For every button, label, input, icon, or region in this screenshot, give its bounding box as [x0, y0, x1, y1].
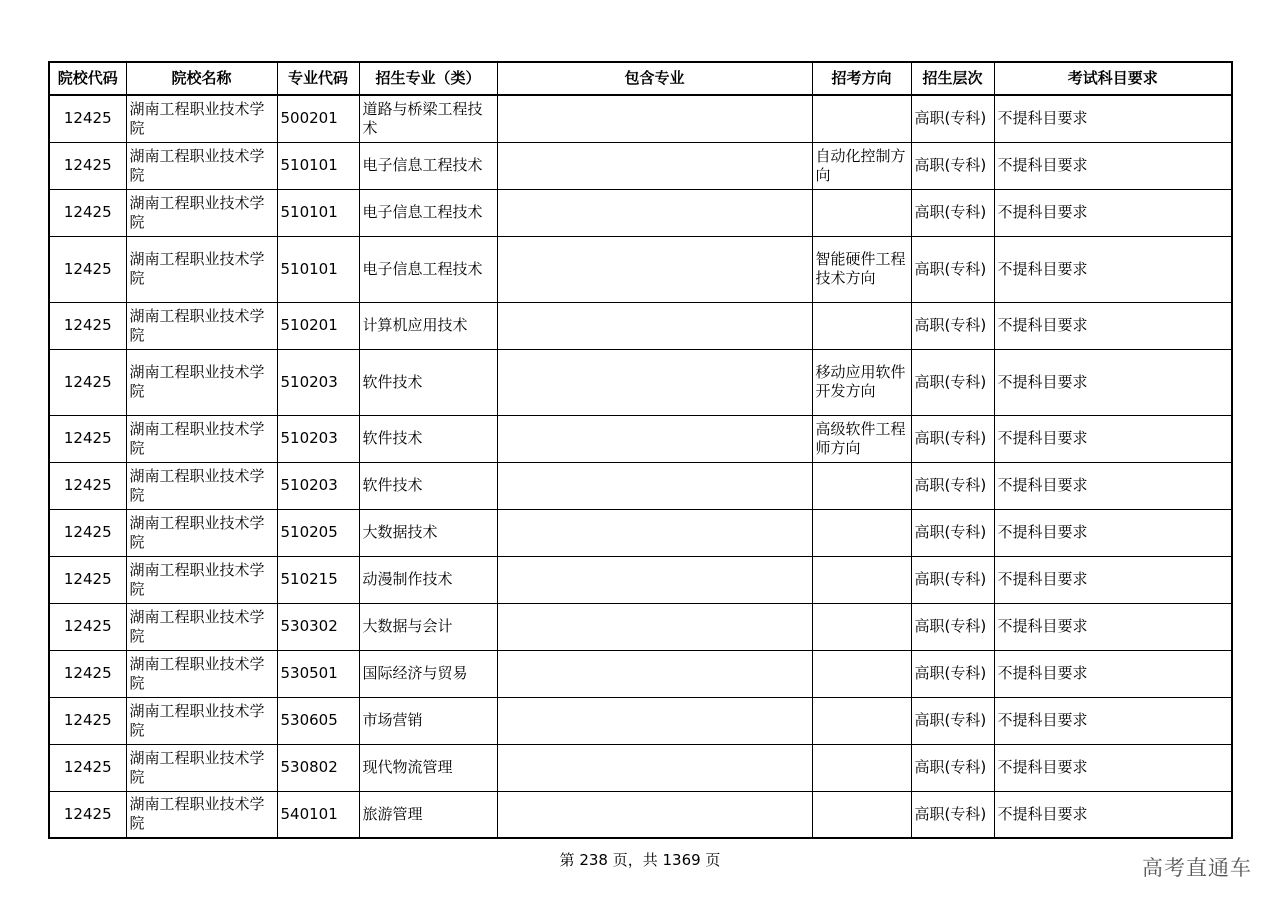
cell-direction [812, 556, 911, 603]
table-row [49, 95, 1232, 142]
table-row [49, 650, 1232, 697]
cell-school-code: 12425 [49, 189, 126, 236]
cell-school-code: 12425 [49, 349, 126, 415]
cell-school-name: 湖南工程职业技术学院 [126, 556, 277, 603]
header-level: 招生层次 [911, 62, 994, 95]
cell-major-code: 530501 [277, 650, 359, 697]
table-row [49, 236, 1232, 302]
cell-requirement: 不提科目要求 [994, 415, 1232, 462]
cell-included [497, 509, 812, 556]
cell-major-code: 510101 [277, 189, 359, 236]
cell-school-name: 湖南工程职业技术学院 [126, 603, 277, 650]
cell-requirement: 不提科目要求 [994, 556, 1232, 603]
cell-school-code: 12425 [49, 95, 126, 142]
cell-included [497, 142, 812, 189]
header-direction: 招考方向 [812, 62, 911, 95]
cell-major: 电子信息工程技术 [359, 142, 497, 189]
table-row [49, 415, 1232, 462]
cell-level: 高职(专科) [911, 349, 994, 415]
enrollment-table [48, 61, 1233, 839]
header-major: 招生专业（类） [359, 62, 497, 95]
table-row [49, 791, 1232, 838]
cell-school-name: 湖南工程职业技术学院 [126, 650, 277, 697]
cell-included [497, 744, 812, 791]
cell-major-code: 510101 [277, 142, 359, 189]
cell-included [497, 462, 812, 509]
table-row [49, 142, 1232, 189]
cell-included [497, 650, 812, 697]
cell-school-code: 12425 [49, 650, 126, 697]
cell-major-code: 510101 [277, 236, 359, 302]
cell-major: 电子信息工程技术 [359, 236, 497, 302]
cell-level: 高职(专科) [911, 603, 994, 650]
cell-school-name: 湖南工程职业技术学院 [126, 142, 277, 189]
table-body [49, 95, 1232, 838]
cell-requirement: 不提科目要求 [994, 189, 1232, 236]
cell-school-name: 湖南工程职业技术学院 [126, 462, 277, 509]
header-school-name: 院校名称 [126, 62, 277, 95]
cell-level: 高职(专科) [911, 95, 994, 142]
cell-school-name: 湖南工程职业技术学院 [126, 697, 277, 744]
cell-major-code: 530605 [277, 697, 359, 744]
cell-level: 高职(专科) [911, 697, 994, 744]
cell-direction [812, 189, 911, 236]
cell-major-code: 510215 [277, 556, 359, 603]
cell-major: 软件技术 [359, 349, 497, 415]
cell-included [497, 556, 812, 603]
page-number: 第 238 页，共 1369 页 [559, 851, 721, 869]
cell-major: 软件技术 [359, 415, 497, 462]
cell-included [497, 302, 812, 349]
cell-requirement: 不提科目要求 [994, 791, 1232, 838]
cell-direction [812, 744, 911, 791]
cell-included [497, 349, 812, 415]
cell-major-code: 510203 [277, 415, 359, 462]
cell-school-code: 12425 [49, 236, 126, 302]
cell-included [497, 603, 812, 650]
cell-included [497, 791, 812, 838]
cell-level: 高职(专科) [911, 415, 994, 462]
cell-requirement: 不提科目要求 [994, 603, 1232, 650]
cell-school-code: 12425 [49, 556, 126, 603]
cell-included [497, 95, 812, 142]
cell-direction [812, 462, 911, 509]
cell-direction [812, 791, 911, 838]
table-row [49, 302, 1232, 349]
cell-direction [812, 650, 911, 697]
cell-included [497, 697, 812, 744]
cell-level: 高职(专科) [911, 236, 994, 302]
cell-direction [812, 697, 911, 744]
cell-major: 市场营销 [359, 697, 497, 744]
cell-direction: 自动化控制方向 [812, 142, 911, 189]
cell-school-name: 湖南工程职业技术学院 [126, 509, 277, 556]
cell-requirement: 不提科目要求 [994, 744, 1232, 791]
cell-level: 高职(专科) [911, 650, 994, 697]
cell-major: 大数据技术 [359, 509, 497, 556]
cell-major-code: 510205 [277, 509, 359, 556]
cell-school-name: 湖南工程职业技术学院 [126, 189, 277, 236]
cell-school-name: 湖南工程职业技术学院 [126, 236, 277, 302]
cell-major-code: 530802 [277, 744, 359, 791]
cell-major-code: 510203 [277, 462, 359, 509]
cell-major: 现代物流管理 [359, 744, 497, 791]
cell-major: 大数据与会计 [359, 603, 497, 650]
cell-school-code: 12425 [49, 791, 126, 838]
table-row [49, 603, 1232, 650]
cell-level: 高职(专科) [911, 189, 994, 236]
cell-requirement: 不提科目要求 [994, 349, 1232, 415]
cell-major: 动漫制作技术 [359, 556, 497, 603]
cell-school-name: 湖南工程职业技术学院 [126, 415, 277, 462]
cell-school-code: 12425 [49, 415, 126, 462]
cell-included [497, 189, 812, 236]
table-row [49, 697, 1232, 744]
cell-level: 高职(专科) [911, 556, 994, 603]
cell-school-code: 12425 [49, 142, 126, 189]
cell-level: 高职(专科) [911, 142, 994, 189]
cell-requirement: 不提科目要求 [994, 95, 1232, 142]
watermark: 高考直通车 [1142, 856, 1252, 880]
cell-major: 国际经济与贸易 [359, 650, 497, 697]
cell-school-code: 12425 [49, 697, 126, 744]
cell-school-name: 湖南工程职业技术学院 [126, 95, 277, 142]
table-row [49, 556, 1232, 603]
cell-requirement: 不提科目要求 [994, 142, 1232, 189]
cell-major: 计算机应用技术 [359, 302, 497, 349]
cell-requirement: 不提科目要求 [994, 509, 1232, 556]
cell-school-code: 12425 [49, 302, 126, 349]
table-row [49, 462, 1232, 509]
cell-requirement: 不提科目要求 [994, 697, 1232, 744]
cell-direction [812, 302, 911, 349]
cell-level: 高职(专科) [911, 509, 994, 556]
cell-included [497, 236, 812, 302]
cell-level: 高职(专科) [911, 302, 994, 349]
cell-direction: 智能硬件工程技术方向 [812, 236, 911, 302]
cell-school-code: 12425 [49, 462, 126, 509]
cell-school-name: 湖南工程职业技术学院 [126, 744, 277, 791]
cell-major: 道路与桥梁工程技术 [359, 95, 497, 142]
cell-major: 电子信息工程技术 [359, 189, 497, 236]
cell-major-code: 510203 [277, 349, 359, 415]
cell-major-code: 540101 [277, 791, 359, 838]
cell-direction [812, 509, 911, 556]
cell-level: 高职(专科) [911, 791, 994, 838]
cell-major-code: 530302 [277, 603, 359, 650]
cell-level: 高职(专科) [911, 462, 994, 509]
cell-major-code: 500201 [277, 95, 359, 142]
table-row [49, 349, 1232, 415]
cell-requirement: 不提科目要求 [994, 302, 1232, 349]
cell-direction [812, 95, 911, 142]
cell-included [497, 415, 812, 462]
cell-school-code: 12425 [49, 744, 126, 791]
table-row [49, 744, 1232, 791]
table-row [49, 189, 1232, 236]
cell-direction: 高级软件工程师方向 [812, 415, 911, 462]
header-major-code: 专业代码 [277, 62, 359, 95]
cell-school-name: 湖南工程职业技术学院 [126, 349, 277, 415]
cell-school-code: 12425 [49, 509, 126, 556]
header-requirement: 考试科目要求 [994, 62, 1232, 95]
table-header-row [49, 62, 1232, 95]
table-row [49, 509, 1232, 556]
header-included: 包含专业 [497, 62, 812, 95]
cell-requirement: 不提科目要求 [994, 462, 1232, 509]
cell-major: 软件技术 [359, 462, 497, 509]
cell-school-name: 湖南工程职业技术学院 [126, 791, 277, 838]
cell-level: 高职(专科) [911, 744, 994, 791]
cell-school-code: 12425 [49, 603, 126, 650]
cell-requirement: 不提科目要求 [994, 650, 1232, 697]
cell-direction: 移动应用软件开发方向 [812, 349, 911, 415]
cell-major-code: 510201 [277, 302, 359, 349]
cell-direction [812, 603, 911, 650]
cell-school-name: 湖南工程职业技术学院 [126, 302, 277, 349]
cell-major: 旅游管理 [359, 791, 497, 838]
cell-requirement: 不提科目要求 [994, 236, 1232, 302]
header-school-code: 院校代码 [49, 62, 126, 95]
